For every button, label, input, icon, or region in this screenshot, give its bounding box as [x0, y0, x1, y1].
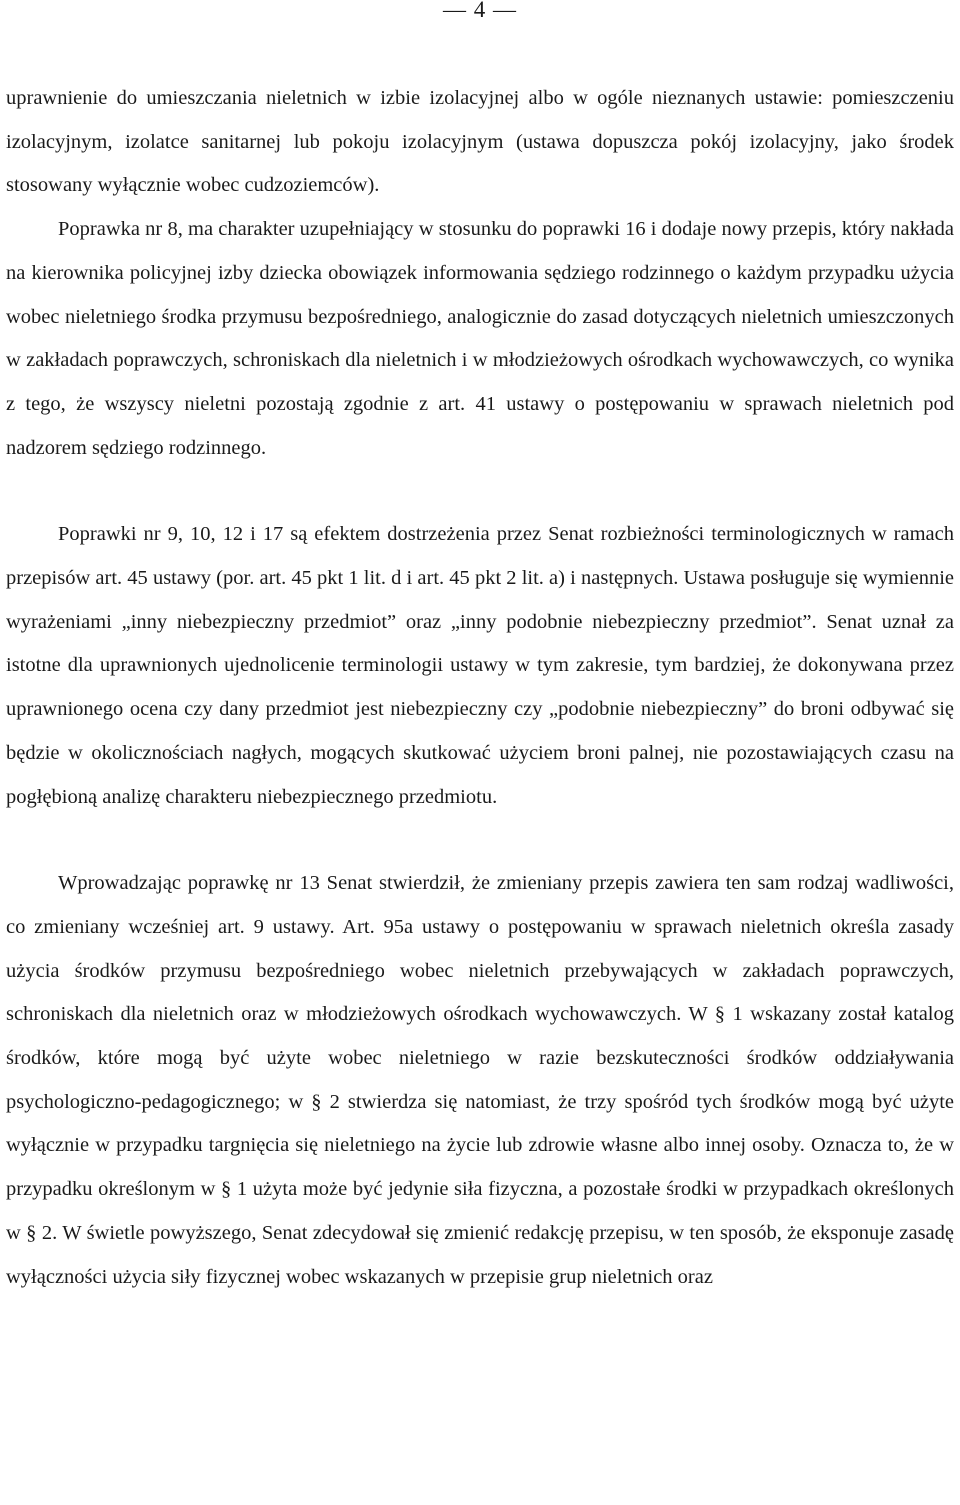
- page-number: — 4 —: [443, 0, 517, 22]
- paragraph-amendment-13: Wprowadzając poprawkę nr 13 Senat stwierdził, że zmieniany przepis zawiera ten sam rodzaj wadliwości, co zmieniany wcześniej art. 9 ustawy. Art. 95a ustawy o postępowaniu w sprawach nieletnich określa zasady użycia środków przymusu bezpośredniego wobec nieletnich przebywających w zakładach poprawczych, schroniskach dla nieletnich oraz w młodzieżowych ośrodkach wychowawczych. W § 1 wskazany został katalog środków, które mogą być użyte wobec nieletniego w razie bezskuteczności środków oddziaływania psychologiczno-pedagogicznego; w § 2 stwierdza się natomiast, że trzy spośród tych środków mogą być użyte wyłącznie w przypadku targnięcia się nieletniego na życie lub zdrowie własne albo innej osoby. Oznacza to, że w przypadku określonym w § 1 użyta może być jedynie siła fizyczna, a pozostałe środki w przypadkach określonych w § 2. W świetle powyższego, Senat zdecydował się zmienić redakcję przepisu, w ten sposób, że eksponuje zasadę wyłączności użycia siły fizycznej wobec wskazanych w przepisie grup nieletnich oraz: [6, 872, 954, 1288]
- paragraph-continuation: uprawnienie do umieszczania nieletnich w izbie izolacyjnej albo w ogóle nieznanych ustawie: pomieszczeniu izolacyjnym, izolatce sanitarnej lub pokoju izolacyjnym (ustawa dopuszcza pokój izolacyjny, jako środek stosowany wyłącznie wobec cudzoziemców).: [6, 87, 954, 197]
- paragraph-amendments-9-10-12-17: Poprawki nr 9, 10, 12 i 17 są efektem dostrzeżenia przez Senat rozbieżności terminologicznych w ramach przepisów art. 45 ustawy (por. art. 45 pkt 1 lit. d i art. 45 pkt 2 lit. a) i następnych. Ustawa posługuje się wymiennie wyrażeniami „inny niebezpieczny przedmiot” oraz „inny podobnie niebezpieczny przedmiot”. Senat uznał za istotne dla uprawnionych ujednolicenie terminologii ustawy w tym zakresie, tym bardziej, że dokonywana przez uprawnionego ocena czy dany przedmiot jest niebezpieczny czy „podobnie niebezpieczny” do broni odbywać się będzie w okolicznościach nagłych, mogących skutkować użyciem broni palnej, nie pozostawiających czasu na pogłębioną analizę charakteru niebezpiecznego przedmiotu.: [6, 523, 954, 808]
- document-body: [6, 77, 954, 1299]
- paragraph-amendment-8: Poprawka nr 8, ma charakter uzupełniający w stosunku do poprawki 16 i dodaje nowy przepis, który nakłada na kierownika policyjnej izby dziecka obowiązek informowania sędziego rodzinnego o każdym przypadku użycia wobec nieletniego środka przymusu bezpośredniego, analogicznie do zasad dotyczących nieletnich umieszczonych w zakładach poprawczych, schroniskach dla nieletnich i w młodzieżowych ośrodkach wychowawczych, co wynika z tego, że wszyscy nieletni pozostają zgodnie z art. 41 ustawy o postępowaniu w sprawach nieletnich pod nadzorem sędziego rodzinnego.: [6, 218, 954, 459]
